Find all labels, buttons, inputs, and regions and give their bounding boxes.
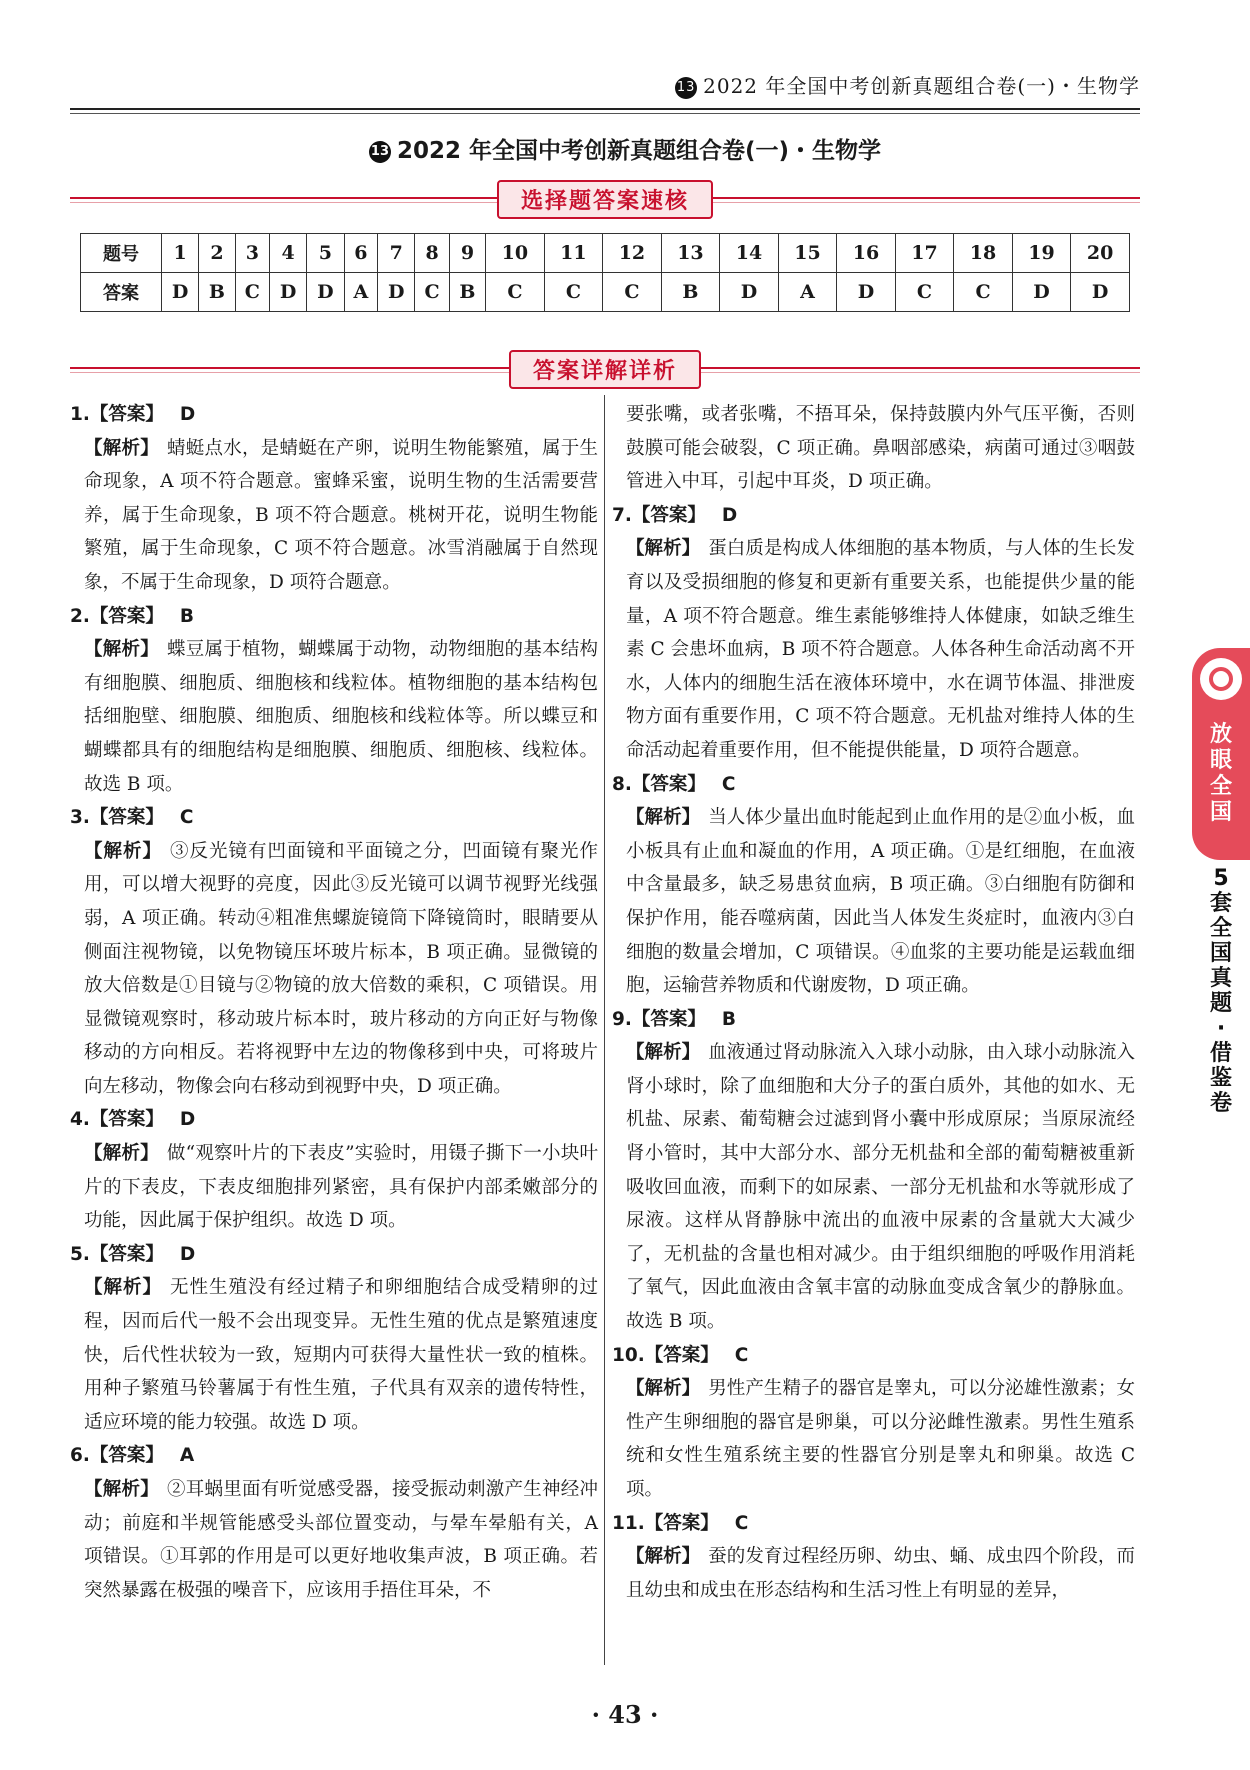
- question-number-cell: 10: [486, 234, 545, 273]
- answer-cell: C: [603, 273, 662, 312]
- detail-title: 答案详解详析: [509, 350, 701, 389]
- answer-cell: D: [162, 273, 199, 312]
- answer-value: A: [179, 1445, 195, 1467]
- analysis-tag: 【解析】: [84, 1277, 162, 1299]
- answer-line: [612, 1339, 1135, 1373]
- analysis-tag: 【解析】: [84, 437, 159, 459]
- explanation-text: 血液通过肾动脉流入入球小动脉，由入球小动脉流入肾小球时，除了血细胞和大分子的蛋白质外，其他的如水、无机盐、尿素、葡萄糖会过滤到肾小囊中形成原尿；当原尿流经肾小管时，其中大部分水、部分无机盐和全部的葡萄糖被重新吸收回血液，而剩下的如尿素、一部分无机盐和水等就形成了尿液。这样从肾静脉中流出的血液中尿素的含量就大大减少了，无机盐的含量也相对减少。由于组织细胞的呼吸作用消耗了氧气，因此血液由含氧丰富的动脉血变成含氧少的静脉血。故选 B 项。: [626, 1042, 1135, 1333]
- answer-cell: B: [449, 273, 485, 312]
- question-number-cell: 1: [162, 234, 199, 273]
- paper-number-badge: 13: [675, 77, 697, 99]
- answer-cell: A: [778, 273, 837, 312]
- running-title: 2022 年全国中考创新真题组合卷(一)・生物学: [703, 74, 1140, 98]
- explanation-text: 男性产生精子的器官是睾丸，可以分泌雄性激素；女性产生卵细胞的器官是卵巢，可以分泌雌性激素。男性生殖系统和女性生殖系统主要的性器官分别是睾丸和卵巢。故选 C 项。: [626, 1378, 1135, 1500]
- answer-value: D: [179, 1109, 196, 1131]
- side-vertical-text: 5套全国真题·借鉴卷: [1209, 866, 1232, 1116]
- answer-line: [70, 801, 598, 835]
- question-number-cell: 2: [199, 234, 235, 273]
- explanation: [70, 1271, 598, 1439]
- answer-item: [612, 1003, 1135, 1339]
- analysis-tag: 【解析】: [626, 807, 701, 829]
- answer-cell: B: [661, 273, 720, 312]
- answer-value: C: [734, 1344, 749, 1366]
- answer-tag: 【答案】: [89, 807, 164, 829]
- explanation: [70, 835, 598, 1104]
- explanation: [70, 633, 598, 801]
- question-number: 5.: [70, 1243, 90, 1265]
- answer-tag: 【答案】: [89, 1243, 164, 1265]
- answer-item: [612, 1507, 1135, 1608]
- answer-table: [80, 233, 1130, 312]
- answer-cell: D: [837, 273, 896, 312]
- question-number-cell: 13: [661, 234, 720, 273]
- page-number: · 43 ·: [591, 1700, 659, 1729]
- answer-tag: 【答案】: [644, 1344, 719, 1366]
- analysis-tag: 【解析】: [84, 1479, 159, 1500]
- analysis-tag: 【解析】: [84, 1143, 159, 1165]
- answer-cell: A: [344, 273, 378, 312]
- explanation: [70, 1473, 598, 1607]
- explanation-text: 无性生殖没有经过精子和卵细胞结合成受精卵的过程，因而后代一般不会出现变异。无性生殖的优点是繁殖速度快，后代性状较为一致，短期内可获得大量性状一致的植株。用种子繁殖马铃薯属于有性生殖，子代具有双亲的遗传特性，适应环境的能力较强。故选 D 项。: [84, 1277, 598, 1433]
- answer-cell: C: [895, 273, 954, 312]
- answer-cell: B: [199, 273, 235, 312]
- answer-line: [70, 600, 598, 634]
- explanation-text: 当人体少量出血时能起到止血作用的是②血小板，血小板具有止血和凝血的作用，A 项正确。①是红细胞，在血液中含量最多，缺乏易患贫血病，B 项正确。③白细胞有防御和保护作用，能吞噬病菌，因此当人体发生炎症时，血液内③白细胞的数量会增加，C 项错误。④血浆的主要功能是运载血细胞，运输营养物质和代谢废物，D 项正确。: [626, 807, 1135, 997]
- question-number: 3.: [70, 807, 90, 829]
- question-number: 10.: [612, 1344, 645, 1366]
- paper-title-text: 2022 年全国中考创新真题组合卷(一)・生物学: [396, 138, 882, 164]
- answer-item: [70, 1439, 598, 1607]
- left-column: [70, 398, 598, 1607]
- question-number: 1.: [70, 404, 90, 425]
- answer-cell: D: [378, 273, 415, 312]
- answer-line: [70, 1238, 598, 1272]
- explanation: [612, 532, 1135, 767]
- answer-value: B: [179, 605, 195, 627]
- answer-item: [612, 1339, 1135, 1507]
- side-tab: [1192, 648, 1250, 860]
- answer-tag: 【答案】: [631, 773, 706, 795]
- answer-value: B: [721, 1008, 737, 1030]
- explanation-text: 蝶豆属于植物，蝴蝶属于动物，动物细胞的基本结构有细胞膜、细胞质、细胞核和线粒体。植物细胞的基本结构包括细胞壁、细胞膜、细胞质、细胞核和线粒体等。所以蝶豆和蝴蝶都具有的细胞结构是细胞膜、细胞质、细胞核、线粒体。故选 B 项。: [84, 639, 598, 795]
- answer-cell: C: [954, 273, 1013, 312]
- question-number-cell: 15: [778, 234, 837, 273]
- answer-cell: D: [270, 273, 307, 312]
- answer-value: C: [734, 1512, 749, 1534]
- explanation: [70, 1137, 598, 1238]
- analysis-tag: 【解析】: [626, 538, 701, 560]
- answer-line: [70, 398, 598, 432]
- paper-number-badge: 13: [369, 141, 391, 163]
- answer-cell: D: [1071, 273, 1130, 312]
- answer-item: [70, 801, 598, 1103]
- answer-tag: 【答案】: [644, 1512, 719, 1534]
- quick-check-title: 选择题答案速核: [497, 180, 713, 219]
- explanation: [612, 1540, 1135, 1607]
- question-number-cell: 11: [544, 234, 603, 273]
- right-column: [612, 398, 1135, 1607]
- question-number-cell: 16: [837, 234, 896, 273]
- column-divider: [604, 395, 605, 1665]
- paper-title: [0, 132, 1250, 165]
- explanation: [612, 801, 1135, 1003]
- question-number-cell: 14: [720, 234, 779, 273]
- answer-line: [612, 768, 1135, 802]
- answer-item: [70, 1238, 598, 1440]
- answer-item: [612, 398, 1135, 499]
- explanation: [612, 398, 1135, 499]
- question-number-cell: 12: [603, 234, 662, 273]
- question-number-cell: 17: [895, 234, 954, 273]
- answer-tag: 【答案】: [631, 1008, 706, 1030]
- question-number: 8.: [612, 773, 632, 795]
- question-number-cell: 5: [307, 234, 344, 273]
- row-label-number: 题号: [81, 234, 162, 273]
- target-icon: [1200, 658, 1242, 700]
- question-number: 9.: [612, 1008, 632, 1030]
- header-rule-thin: [70, 113, 1140, 114]
- explanation-text: 蛋白质是构成人体细胞的基本物质，与人体的生长发育以及受损细胞的修复和更新有重要关系，也能提供少量的能量，A 项不符合题意。维生素能够维持人体健康，如缺乏维生素 C 会患坏血病，B 项不符合题意。人体各种生命活动离不开水，人体内的细胞生活在液体环境中，水在调节体温、排泄废物方面有重要作用，C 项不符合题意。无机盐对维持人体的生命活动起着重要作用，但不能提供能量，D 项符合题意。: [626, 538, 1135, 761]
- answer-tag: 【答案】: [89, 1109, 164, 1131]
- question-number-cell: 6: [344, 234, 378, 273]
- answer-tag: 【答案】: [631, 504, 706, 526]
- table-row-answers: [81, 273, 1130, 312]
- answer-tag: 【答案】: [89, 605, 164, 627]
- answer-cell: C: [544, 273, 603, 312]
- answer-item: [612, 768, 1135, 1003]
- answer-item: [70, 600, 598, 802]
- analysis-tag: 【解析】: [626, 1378, 701, 1400]
- explanation-text: 做“观察叶片的下表皮”实验时，用镊子撕下一小块叶片的下表皮，下表皮细胞排列紧密，具有保护内部柔嫩部分的功能，因此属于保护组织。故选 D 项。: [84, 1143, 598, 1232]
- answer-value: D: [179, 1243, 196, 1265]
- question-number-cell: 9: [449, 234, 485, 273]
- answer-item: [612, 499, 1135, 768]
- answer-value: D: [721, 504, 738, 526]
- answer-value: D: [179, 404, 196, 425]
- detail-banner: [70, 350, 1140, 384]
- answer-item: [70, 1103, 598, 1237]
- question-number: 6.: [70, 1445, 90, 1467]
- explanation-text: ③反光镜有凹面镜和平面镜之分，凹面镜有聚光作用，可以增大视野的亮度，因此③反光镜可以调节视野光线强弱，A 项正确。转动④粗准焦螺旋镜筒下降镜筒时，眼睛要从侧面注视物镜，以免物镜压坏玻片标本，B 项正确。显微镜的放大倍数是①目镜与②物镜的放大倍数的乘积，C 项错误。用显微镜观察时，移动玻片标本时，玻片移动的方向正好与物像移动的方向相反。若将视野中左边的物像移到中央，可将玻片向左移动，物像会向右移动到视野中央，D 项正确。: [84, 840, 598, 1097]
- question-number-cell: 18: [954, 234, 1013, 273]
- answer-cell: D: [1012, 273, 1071, 312]
- running-header: [70, 70, 1140, 99]
- question-number-cell: 3: [235, 234, 269, 273]
- table-row-numbers: [81, 234, 1130, 273]
- answer-item: [70, 398, 598, 600]
- analysis-tag: 【解析】: [84, 840, 162, 862]
- answer-line: [70, 1103, 598, 1137]
- header-rule: [70, 108, 1140, 110]
- answer-line: [612, 499, 1135, 533]
- explanation-text: 要张嘴，或者张嘴，不捂耳朵，保持鼓膜内外气压平衡，否则鼓膜可能会破裂，C 项正确。鼻咽部感染，病菌可通过③咽鼓管进入中耳，引起中耳炎，D 项正确。: [626, 404, 1135, 493]
- answer-cell: C: [415, 273, 449, 312]
- answer-cell: D: [720, 273, 779, 312]
- answer-cell: D: [307, 273, 344, 312]
- analysis-tag: 【解析】: [84, 639, 159, 661]
- answer-line: [70, 1439, 598, 1473]
- answer-value: C: [721, 773, 736, 795]
- analysis-tag: 【解析】: [626, 1546, 701, 1568]
- answer-tag: 【答案】: [89, 1445, 164, 1467]
- question-number-cell: 19: [1012, 234, 1071, 273]
- question-number: 2.: [70, 605, 90, 627]
- question-number-cell: 8: [415, 234, 449, 273]
- explanation-text: ②耳蜗里面有听觉感受器，接受振动刺激产生神经冲动；前庭和半规管能感受头部位置变动，与晕车晕船有关，A 项错误。①耳郭的作用是可以更好地收集声波，B 项正确。若突然暴露在极强的噪音下，应该用手捂住耳朵，不: [84, 1479, 598, 1601]
- question-number: 7.: [612, 504, 632, 526]
- quick-check-banner: [70, 180, 1140, 214]
- answer-line: [612, 1003, 1135, 1037]
- question-number-cell: 7: [378, 234, 415, 273]
- side-tab-label: 放眼全国: [1209, 722, 1232, 825]
- answer-cell: C: [486, 273, 545, 312]
- answer-line: [612, 1507, 1135, 1541]
- answer-tag: 【答案】: [89, 404, 164, 425]
- explanation-text: 蚕的发育过程经历卵、幼虫、蛹、成虫四个阶段，而且幼虫和成虫在形态结构和生活习性上有明显的差异，: [626, 1546, 1135, 1601]
- explanation-text: 蜻蜓点水，是蜻蜓在产卵，说明生物能繁殖，属于生命现象，A 项不符合题意。蜜蜂采蜜，说明生物的生活需要营养，属于生命现象，B 项不符合题意。桃树开花，说明生物能繁殖，属于生命现象，C 项不符合题意。冰雪消融属于自然现象，不属于生命现象，D 项符合题意。: [84, 437, 598, 593]
- row-label-answer: 答案: [81, 273, 162, 312]
- question-number-cell: 20: [1071, 234, 1130, 273]
- explanation: [612, 1036, 1135, 1338]
- explanation: [70, 432, 598, 600]
- question-number: 11.: [612, 1512, 645, 1534]
- analysis-tag: 【解析】: [626, 1042, 701, 1064]
- answer-value: C: [179, 807, 194, 829]
- question-number: 4.: [70, 1109, 90, 1131]
- question-number-cell: 4: [270, 234, 307, 273]
- explanation: [612, 1372, 1135, 1506]
- answer-cell: C: [235, 273, 269, 312]
